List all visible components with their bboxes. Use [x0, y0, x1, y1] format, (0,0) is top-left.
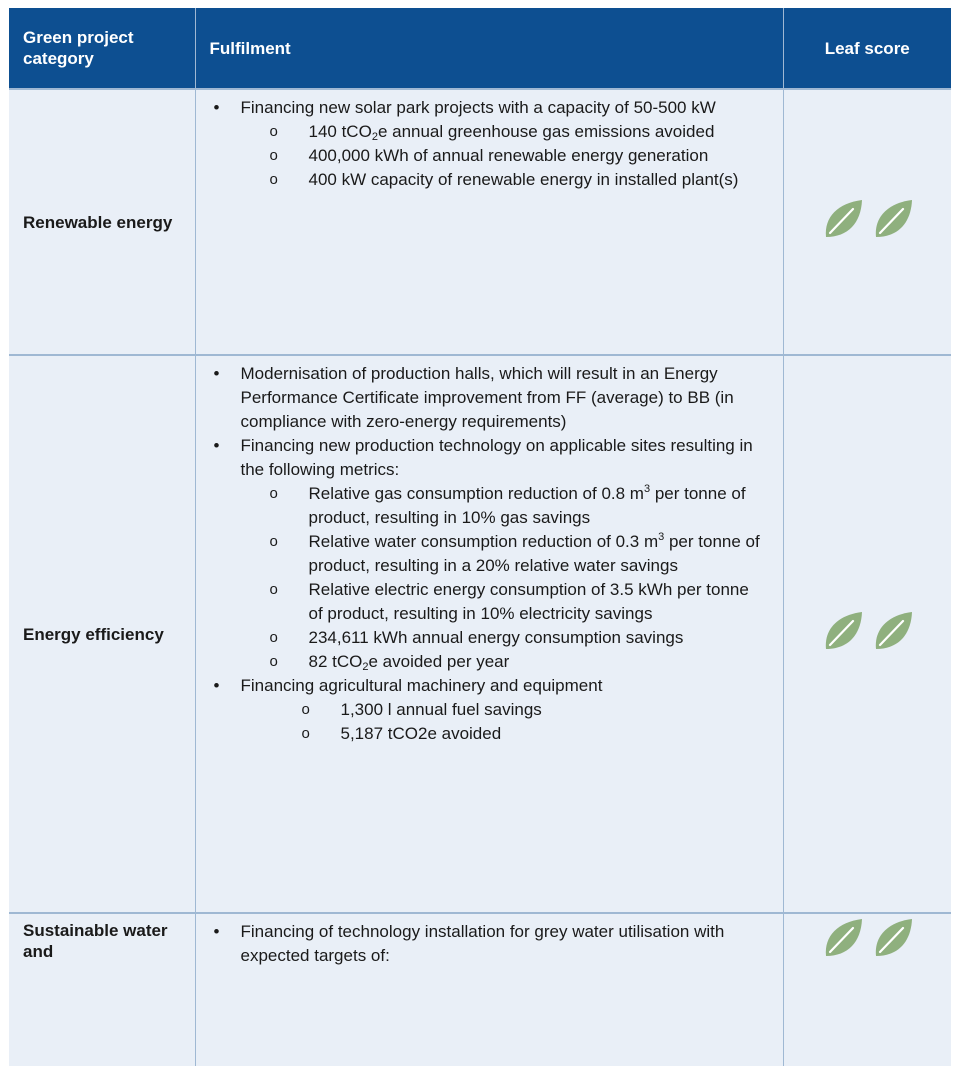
- leaf-score-cell: [783, 89, 951, 355]
- leaf-icon: [820, 609, 864, 653]
- sub-bullet-item: o Relative water consumption reduction of 0.3 $m^3$ per tonne of product, resulting in a 20% relative water savings: [206, 530, 763, 578]
- leaf-score-cell: [783, 355, 951, 913]
- leaf-score: [820, 609, 914, 653]
- sub-bullet-item: o 234,611 kWh annual energy consumption savings: [206, 626, 763, 650]
- sub-bullet-item: o 1,300 l annual fuel savings: [206, 698, 763, 722]
- header-leaf-score: Leaf score: [783, 8, 951, 89]
- sub-bullet-item: o 82 tCO$_2$e avoided per year: [206, 650, 763, 674]
- sub-bullet-item: o 5,187 tCO2e avoided: [206, 722, 763, 746]
- leaf-icon: [870, 916, 914, 960]
- fulfilment-cell: [195, 89, 783, 355]
- header-row: [9, 8, 951, 89]
- bullet-item: • Financing of technology installation for grey water utilisation with expected targets of:: [206, 920, 763, 968]
- sub-bullet-item: o 140 tCO$_2$e annual greenhouse gas emissions avoided: [206, 120, 763, 144]
- leaf-icon: [820, 916, 864, 960]
- bullet-item: • Financing agricultural machinery and equipment: [206, 674, 763, 698]
- sub-bullet-item: o 400,000 kWh of annual renewable energy generation: [206, 144, 763, 168]
- table-row: [9, 355, 951, 913]
- table-row: [9, 89, 951, 355]
- category-cell: Energy efficiency: [9, 355, 195, 913]
- category-cell: Sustainable water and: [9, 913, 195, 1066]
- leaf-score-cell: [783, 913, 951, 1066]
- leaf-score: [820, 197, 914, 241]
- bullet-item: • Modernisation of production halls, which will result in an Energy Performance Certificate improvement from FF (average) to BB (in compliance with zero-energy requirements): [206, 362, 763, 434]
- bullet-item: • Financing new production technology on applicable sites resulting in the following metrics:: [206, 434, 763, 482]
- bullet-item: • Financing new solar park projects with a capacity of 50-500 kW: [206, 96, 763, 120]
- leaf-icon: [870, 609, 914, 653]
- sub-bullet-item: o 400 kW capacity of renewable energy in installed plant(s): [206, 168, 763, 192]
- table-row: [9, 913, 951, 1066]
- sub-bullet-item: o Relative gas consumption reduction of 0.8 $m^3$ per tonne of product, resulting in 10% gas savings: [206, 482, 763, 530]
- category-cell: Renewable energy: [9, 89, 195, 355]
- leaf-icon: [820, 197, 864, 241]
- header-fulfilment: Fulfilment: [195, 8, 783, 89]
- leaf-score: [820, 916, 914, 960]
- fulfilment-cell: [195, 913, 783, 1066]
- leaf-icon: [870, 197, 914, 241]
- header-category: Green project category: [9, 8, 195, 89]
- fulfilment-cell: [195, 355, 783, 913]
- green-project-table: [9, 8, 951, 1066]
- sub-bullet-item: o Relative electric energy consumption of 3.5 kWh per tonne of product, resulting in 10% electricity savings: [206, 578, 763, 626]
